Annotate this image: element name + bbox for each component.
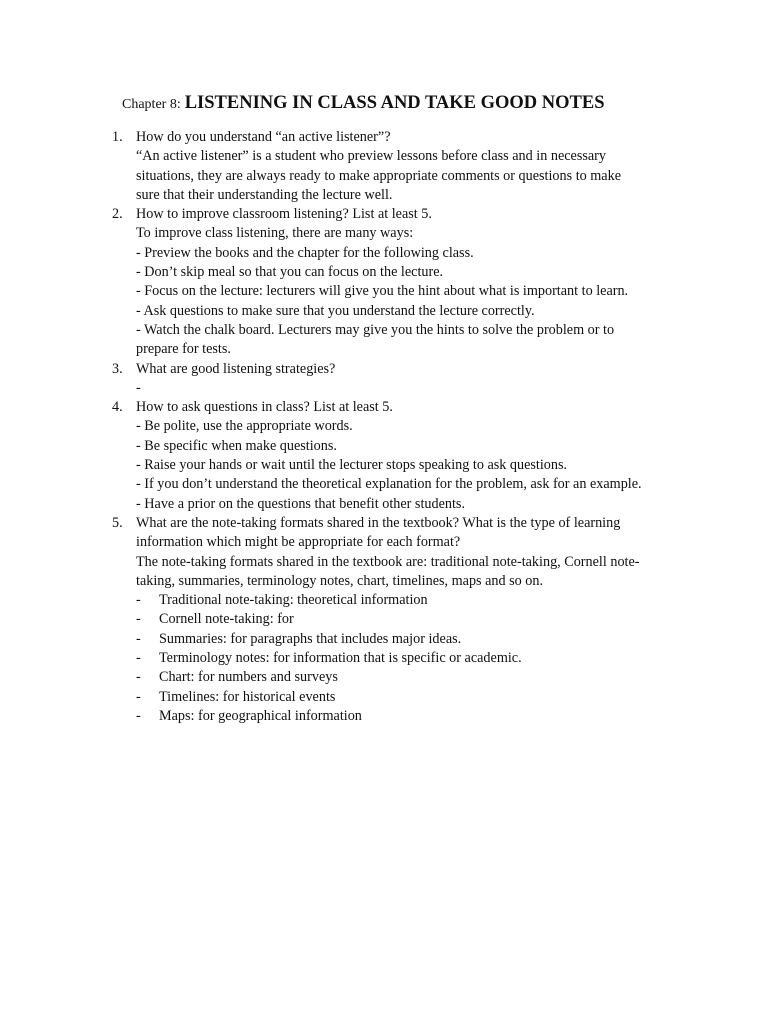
question-item-1: [112, 128, 712, 205]
chapter-label: Chapter 8:: [122, 97, 181, 112]
page-title: [122, 93, 605, 114]
question-number: 3.: [112, 360, 123, 377]
format-list-item: - Terminology notes: for information that is specific or academic.: [136, 650, 522, 667]
answer-line: - Be polite, use the appropriate words.: [136, 418, 353, 435]
answer-line: - If you don’t understand the theoretical explanation for the problem, ask for an example.: [136, 476, 642, 493]
question-text: What are good listening strategies?: [136, 360, 336, 377]
question-item-5: [112, 514, 712, 726]
question-item-3: [112, 360, 712, 399]
answer-line: sure that their understanding the lecture well.: [136, 186, 393, 203]
question-number: 4.: [112, 399, 123, 416]
format-list-item: - Traditional note-taking: theoretical information: [136, 592, 428, 609]
question-list: [112, 128, 712, 726]
answer-line: - Have a prior on the questions that benefit other students.: [136, 495, 465, 512]
question-number: 1.: [112, 129, 123, 145]
answer-line: “An active listener” is a student who preview lessons before class and in necessary: [136, 148, 607, 165]
question-item-2: [112, 205, 712, 359]
question-text: information which might be appropriate for each format?: [136, 534, 461, 551]
answer-line: The note-taking formats shared in the textbook are: traditional note-taking, Cornell note-: [136, 553, 640, 570]
format-list-item: - Maps: for geographical information: [136, 707, 362, 724]
answer-line: - Watch the chalk board. Lecturers may give you the hints to solve the problem or to: [136, 321, 615, 338]
question-item-4: [112, 398, 712, 514]
answer-line: taking, summaries, terminology notes, chart, timelines, maps and so on.: [136, 572, 544, 589]
answer-line: - Focus on the lecture: lecturers will give you the hint about what is important to learn.: [136, 283, 629, 300]
format-list-item: - Chart: for numbers and surveys: [136, 669, 338, 686]
answer-line: - Raise your hands or wait until the lecturer stops speaking to ask questions.: [136, 457, 568, 474]
chapter-title: LISTENING IN CLASS AND TAKE GOOD NOTES: [184, 93, 605, 113]
answer-line: -: [136, 379, 141, 396]
answer-line: - Be specific when make questions.: [136, 437, 337, 454]
format-list-item: - Timelines: for historical events: [136, 688, 336, 705]
answer-line: - Ask questions to make sure that you understand the lecture correctly.: [136, 302, 535, 319]
question-text: What are the note-taking formats shared in the textbook? What is the type of learning: [136, 514, 621, 531]
question-number: 5.: [112, 514, 123, 531]
answer-line: situations, they are always ready to make appropriate comments or questions to make: [136, 167, 621, 184]
answer-line: To improve class listening, there are many ways:: [136, 225, 414, 242]
answer-line: - Don’t skip meal so that you can focus on the lecture.: [136, 264, 444, 281]
question-number: 2.: [112, 206, 123, 223]
question-text: How do you understand “an active listener”?: [136, 129, 391, 145]
answer-line: - Preview the books and the chapter for the following class.: [136, 244, 474, 261]
question-text: How to improve classroom listening? List at least 5.: [136, 206, 432, 223]
question-text: How to ask questions in class? List at least 5.: [136, 399, 393, 416]
format-list-item: - Cornell note-taking: for: [136, 611, 294, 628]
format-list-item: - Summaries: for paragraphs that includes major ideas.: [136, 630, 462, 647]
answer-line: prepare for tests.: [136, 341, 231, 358]
